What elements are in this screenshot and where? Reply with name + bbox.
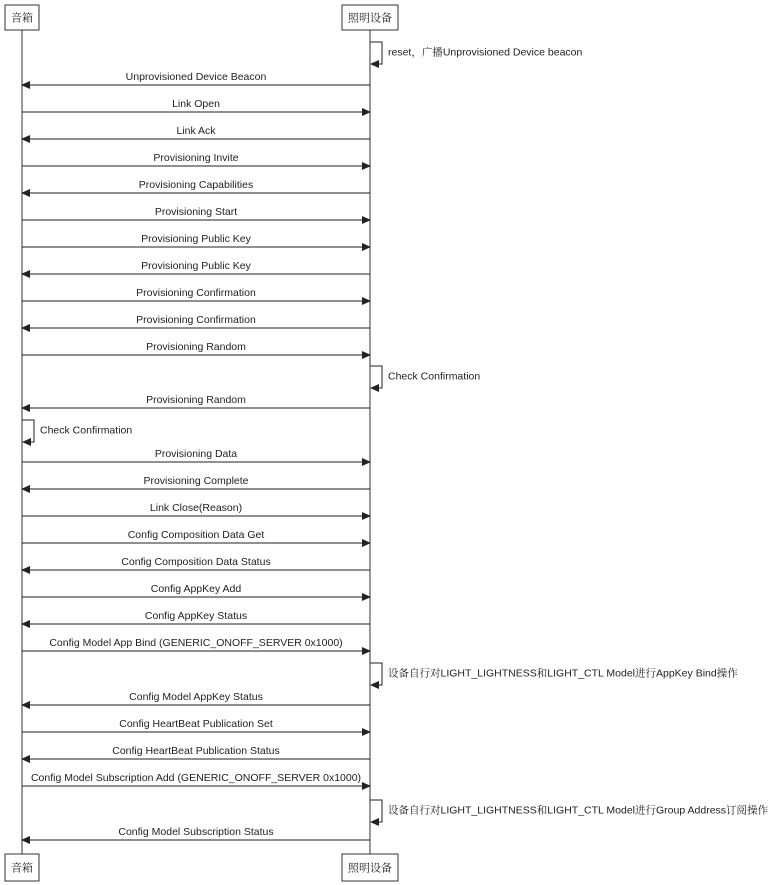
message-label: Provisioning Data	[154, 448, 238, 460]
participant-label: 照明设备	[348, 12, 392, 25]
participant-light-top	[342, 5, 398, 30]
message	[22, 691, 370, 705]
message-list	[22, 42, 769, 840]
message-label: Provisioning Complete	[143, 475, 249, 487]
message-label: Config Model Subscription Add (GENERIC_ONOFF_SERVER 0x1000)	[30, 772, 362, 784]
message-label: Config Composition Data Get	[127, 529, 265, 541]
message	[22, 475, 370, 489]
participant-speaker-top	[5, 5, 39, 30]
self-message-label: reset，广播Unprovisioned Device beacon	[388, 46, 583, 59]
message-label: Link Close(Reason)	[149, 502, 243, 514]
message-label: Config HeartBeat Publication Status	[112, 745, 280, 757]
self-arrow	[370, 663, 382, 685]
message-label: Provisioning Public Key	[141, 233, 251, 245]
message-label: Config Model App Bind (GENERIC_ONOFF_SERVER 0x1000)	[49, 637, 343, 649]
message	[22, 718, 370, 732]
message	[22, 502, 370, 516]
message	[22, 610, 370, 624]
self-message	[370, 800, 769, 822]
self-message	[370, 42, 583, 64]
message	[22, 206, 370, 220]
self-message	[370, 366, 480, 388]
message-label: Link Open	[172, 98, 220, 110]
message-label: Provisioning Confirmation	[136, 287, 256, 299]
message-label: Unprovisioned Device Beacon	[125, 71, 267, 83]
self-arrow	[370, 42, 382, 64]
message	[22, 826, 370, 840]
message-label: Config Model Subscription Status	[118, 826, 274, 838]
self-message-label: Check Confirmation	[388, 370, 481, 383]
message	[22, 125, 370, 139]
message	[22, 341, 370, 355]
message-label: Config HeartBeat Publication Set	[119, 718, 273, 730]
message-label: Provisioning Capabilities	[138, 179, 254, 191]
message-label: Provisioning Random	[146, 341, 246, 353]
self-arrow	[370, 366, 382, 388]
message	[22, 233, 370, 247]
participant-label: 音箱	[11, 862, 33, 875]
participant-label: 照明设备	[348, 862, 392, 875]
self-message	[370, 663, 738, 685]
message	[22, 98, 370, 112]
message	[22, 772, 370, 786]
message-label: Config Composition Data Status	[121, 556, 271, 568]
message-label: Config AppKey Add	[150, 583, 242, 595]
message	[22, 448, 370, 462]
message-label: Provisioning Confirmation	[136, 314, 256, 326]
participant-light-bottom	[342, 854, 398, 881]
message	[22, 260, 370, 274]
self-message-label: Check Confirmation	[40, 424, 133, 437]
message	[22, 529, 370, 543]
message	[22, 394, 370, 408]
message-label: Config AppKey Status	[144, 610, 248, 622]
message-label: Provisioning Random	[146, 394, 246, 406]
message	[22, 745, 370, 759]
message	[22, 583, 370, 597]
message	[22, 637, 370, 651]
self-message-label: 设备自行对LIGHT_LIGHTNESS和LIGHT_CTL Model进行Group Address订阅操作	[388, 804, 769, 817]
message	[22, 179, 370, 193]
message	[22, 152, 370, 166]
self-arrow	[22, 420, 34, 442]
message-label: Config Model AppKey Status	[129, 691, 263, 703]
participant-speaker-bottom	[5, 854, 39, 881]
message-label: Link Ack	[176, 125, 216, 137]
message	[22, 287, 370, 301]
message-label: Provisioning Public Key	[141, 260, 251, 272]
message	[22, 314, 370, 328]
self-message-label: 设备自行对LIGHT_LIGHTNESS和LIGHT_CTL Model进行AppKey Bind操作	[388, 667, 738, 680]
message	[22, 71, 370, 85]
participant-label: 音箱	[11, 12, 33, 25]
message-label: Provisioning Invite	[153, 152, 239, 164]
self-arrow	[370, 800, 382, 822]
self-message	[22, 420, 132, 442]
message	[22, 556, 370, 570]
message-label: Provisioning Start	[154, 206, 238, 218]
